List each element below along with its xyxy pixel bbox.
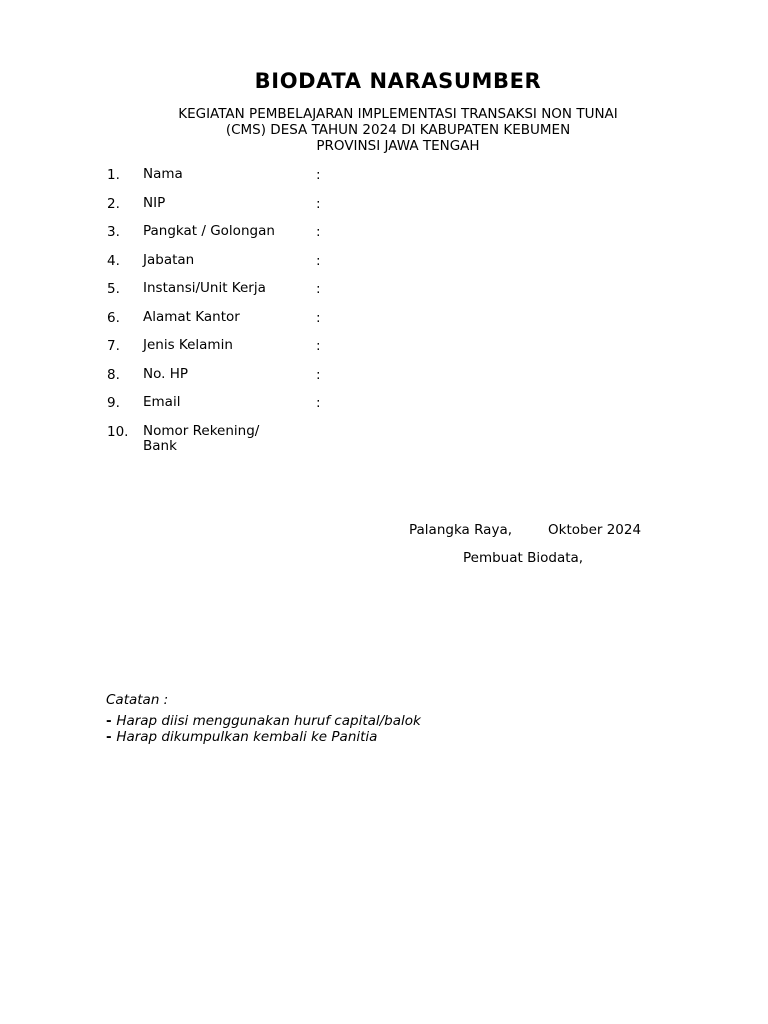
field-row-alamat-kantor <box>107 310 667 339</box>
field-label: NIP <box>143 194 166 211</box>
note-item <box>106 730 421 746</box>
field-colon: : <box>316 167 321 183</box>
signature-place: Palangka Raya, <box>409 522 513 538</box>
subtitle-line: KEGIATAN PEMBELAJARAN IMPLEMENTASI TRANSAKSI NON TUNAI <box>178 106 618 122</box>
note-bullet: - <box>106 728 117 745</box>
field-row-pangkat-golongan <box>107 224 667 253</box>
field-colon: : <box>316 281 321 297</box>
field-row-nama <box>107 167 667 196</box>
signature-date: Oktober 2024 <box>548 522 642 538</box>
field-row-jenis-kelamin <box>107 338 667 367</box>
field-row-jabatan <box>107 253 667 282</box>
signature-maker: Pembuat Biodata, <box>463 550 584 566</box>
field-label: No. HP <box>143 365 188 382</box>
field-number: 4. <box>107 252 120 269</box>
field-label: Jabatan <box>143 251 195 268</box>
field-label: Instansi/Unit Kerja <box>143 280 266 296</box>
subtitle-line: (CMS) DESA TAHUN 2024 DI KABUPATEN KEBUMEN <box>225 122 571 138</box>
field-colon: : <box>316 366 321 383</box>
field-label: Email <box>143 394 181 410</box>
notes-title: Catatan : <box>106 692 169 708</box>
note-text: Harap diisi menggunakan huruf capital/balok <box>116 713 421 729</box>
field-colon: : <box>316 252 321 269</box>
note-item <box>106 714 421 730</box>
field-row-email <box>107 395 667 424</box>
field-label: Nomor Rekening/ Bank <box>143 422 260 454</box>
field-label: Jenis Kelamin <box>143 337 233 353</box>
field-colon: : <box>316 309 321 326</box>
field-number: 5. <box>107 281 120 297</box>
notes-section <box>106 692 421 745</box>
field-label: Pangkat / Golongan <box>143 223 275 239</box>
field-colon: : <box>316 224 321 240</box>
document-subtitle <box>0 106 768 154</box>
document-title: BIODATA NARASUMBER <box>254 69 542 93</box>
field-row-nomor-rekening <box>107 424 667 453</box>
field-number: 3. <box>107 224 120 240</box>
field-number: 8. <box>107 366 120 383</box>
field-colon: : <box>316 195 321 212</box>
field-label: Alamat Kantor <box>143 308 240 325</box>
field-colon: : <box>316 395 321 411</box>
field-row-nip <box>107 196 667 225</box>
field-number: 1. <box>107 167 120 183</box>
field-number: 7. <box>107 338 120 354</box>
field-number: 6. <box>107 309 120 326</box>
note-text: Harap dikumpulkan kembali ke Panitia <box>116 728 378 745</box>
biodata-field-list <box>107 167 667 452</box>
field-row-no-hp <box>107 367 667 396</box>
field-colon: : <box>316 338 321 354</box>
field-number: 9. <box>107 395 120 411</box>
field-number: 2. <box>107 195 120 212</box>
field-label: Nama <box>143 166 183 182</box>
subtitle-line: PROVINSI JAWA TENGAH <box>316 138 480 154</box>
field-row-instansi <box>107 281 667 310</box>
field-number: 10. <box>107 423 129 440</box>
note-bullet: - <box>106 713 117 729</box>
